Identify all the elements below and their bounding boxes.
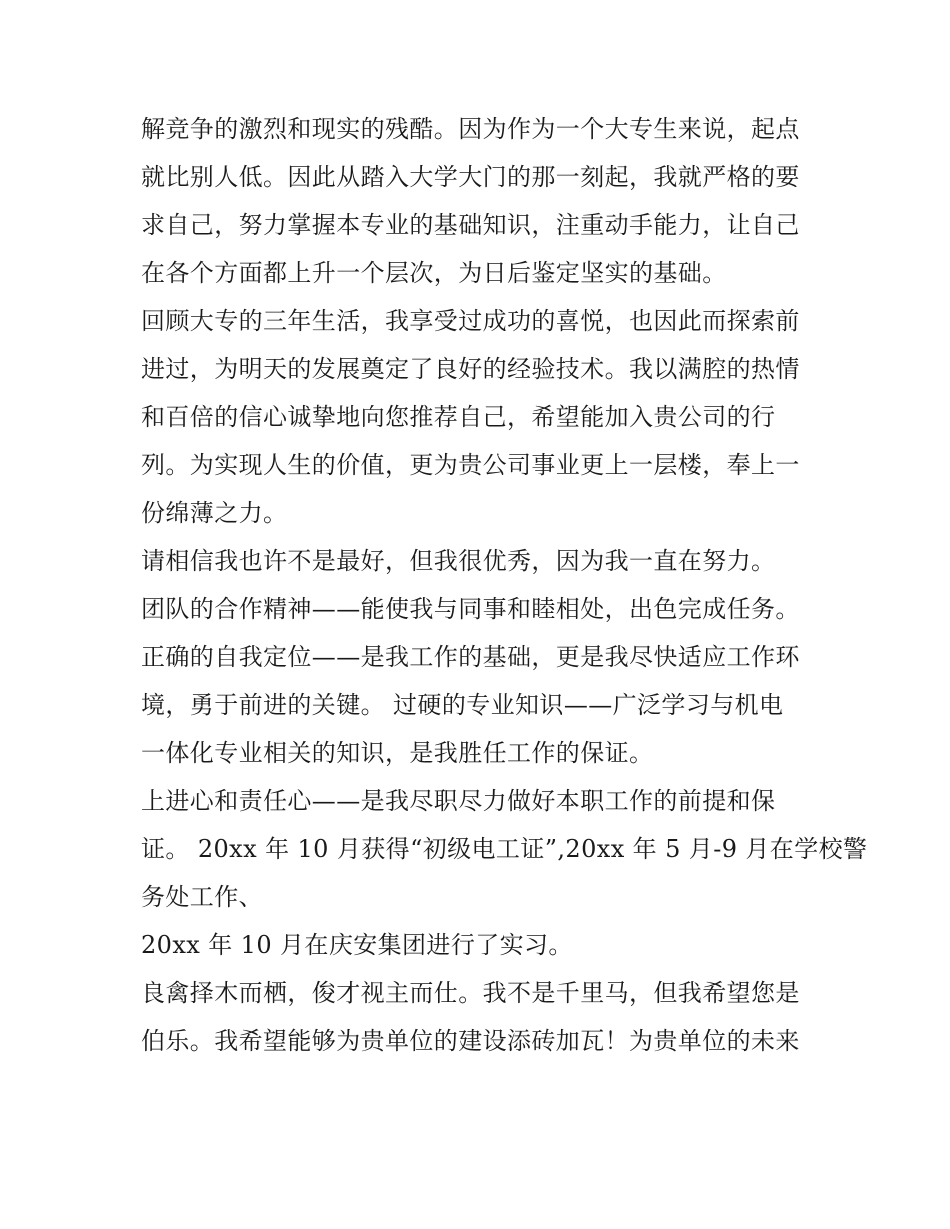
text-line: 良禽择木而栖，俊才视主而仕。我不是千里马，但我希望您是 xyxy=(141,979,800,1007)
text-line: 在各个方面都上升一个层次，为日后鉴定坚实的基础。 xyxy=(141,259,727,287)
text-line: 列。为实现人生的价值，更为贵公司事业更上一层楼，奉上一 xyxy=(141,451,800,479)
text-line: 证。 20xx 年 10 月获得“初级电工证”,20xx 年 5 月-9 月在学校警 xyxy=(141,835,868,863)
text-line: 请相信我也许不是最好，但我很优秀，因为我一直在努力。 xyxy=(141,547,776,575)
text-line: 和百倍的信心诚挚地向您推荐自己，希望能加入贵公司的行 xyxy=(141,403,776,431)
text-line: 上进心和责任心——是我尽职尽力做好本职工作的前提和保 xyxy=(141,787,776,815)
text-line: 20xx 年 10 月在庆安集团进行了实习。 xyxy=(141,931,573,959)
text-line: 团队的合作精神——能使我与同事和睦相处，出色完成任务。 xyxy=(141,595,800,623)
text-line: 境，勇于前进的关键。 过硬的专业知识——广泛学习与机电 xyxy=(141,691,784,719)
text-line: 求自己，努力掌握本专业的基础知识，注重动手能力，让自己 xyxy=(141,211,800,239)
text-line: 务处工作、 xyxy=(141,883,263,911)
text-line: 进过，为明天的发展奠定了良好的经验技术。我以满腔的热情 xyxy=(141,355,800,383)
text-line: 一体化专业相关的知识，是我胜任工作的保证。 xyxy=(141,739,654,767)
text-line: 份绵薄之力。 xyxy=(141,499,288,527)
text-line: 回顾大专的三年生活，我享受过成功的喜悦，也因此而探索前 xyxy=(141,307,800,335)
document-body xyxy=(141,105,868,1065)
text-line: 就比别人低。因此从踏入大学大门的那一刻起，我就严格的要 xyxy=(141,163,800,191)
text-line: 伯乐。我希望能够为贵单位的建设添砖加瓦！为贵单位的未来 xyxy=(141,1027,800,1055)
text-line: 正确的自我定位——是我工作的基础，更是我尽快适应工作环 xyxy=(141,643,800,671)
text-line: 解竞争的激烈和现实的残酷。因为作为一个大专生来说，起点 xyxy=(141,115,800,143)
